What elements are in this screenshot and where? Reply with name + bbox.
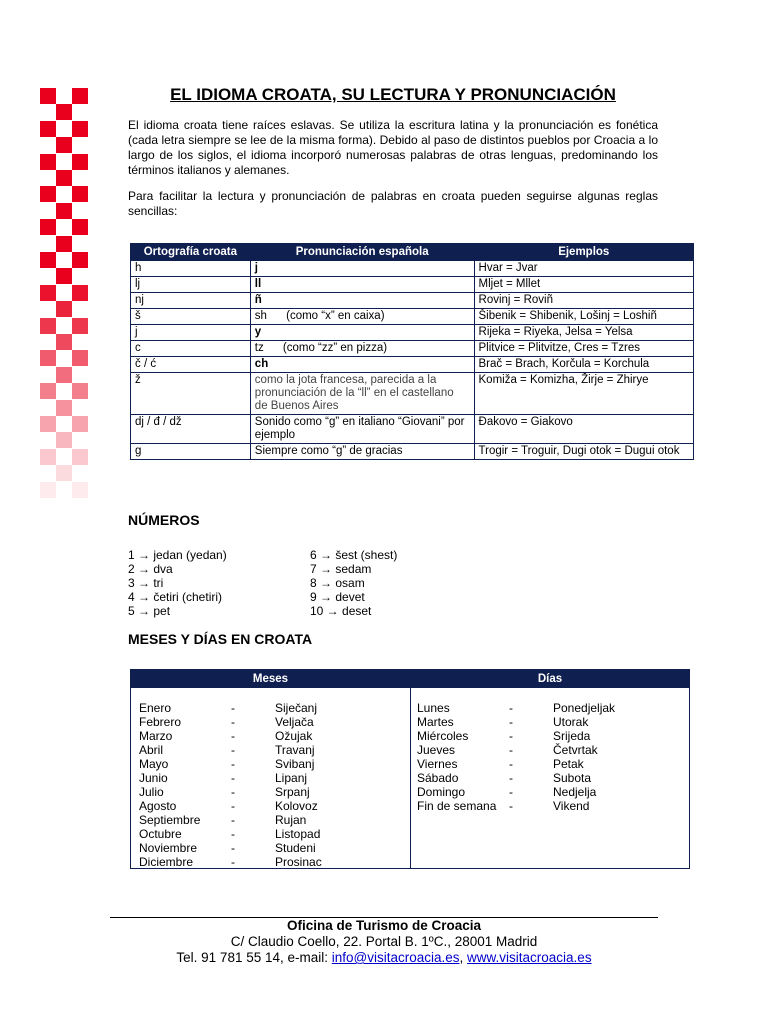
month-croatian: Siječanj	[275, 701, 318, 715]
day-row	[417, 729, 677, 743]
cell-ortografia: j	[131, 325, 251, 341]
dash: -	[509, 701, 513, 715]
number-item: 7 → sedam	[310, 562, 372, 576]
table-row	[131, 293, 694, 309]
table-row	[131, 261, 694, 277]
day-croatian: Petak	[553, 757, 584, 771]
cell-pronunciacion: como la jota francesa, parecida a la pronunciación de la “ll” en el castellano de Buenos Aires	[250, 373, 474, 415]
cell-pronunciacion: j	[250, 261, 474, 277]
footer-org: Oficina de Turismo de Croacia	[286, 918, 482, 933]
day-croatian: Subota	[553, 771, 592, 785]
checker-square	[40, 154, 56, 170]
checker-square	[72, 88, 88, 104]
day-croatian: Vikend	[553, 799, 590, 813]
month-row	[139, 729, 399, 743]
dash: -	[231, 799, 235, 813]
meses-heading: MESES Y DÍAS EN CROATA	[128, 631, 313, 647]
number-item: 8 → osam	[310, 576, 365, 590]
day-row	[417, 701, 677, 715]
cell-pronunciacion: ch	[250, 357, 474, 373]
checker-square	[72, 416, 88, 432]
page-title: EL IDIOMA CROATA, SU LECTURA Y PRONUNCIACIÓN	[170, 85, 616, 104]
website-link[interactable]: www.visitacroacia.es	[467, 950, 592, 965]
pronunciation-table	[130, 243, 694, 460]
cell-pronunciacion: Sonido como “g” en italiano “Giovani” por ejemplo	[250, 415, 474, 444]
intro-paragraph-2: Para facilitar la lectura y pronunciación de palabras en croata pueden seguirse algunas reglas sencillas:	[128, 189, 658, 218]
day-spanish: Lunes	[417, 701, 450, 715]
cell-ejemplo: Plitvice = Plitvitze, Cres = Tzres	[474, 341, 693, 357]
checkerboard-decoration	[40, 88, 88, 498]
month-row	[139, 841, 399, 855]
col-header-ortografia: Ortografía croata	[131, 244, 251, 261]
cell-pronunciacion: ñ	[250, 293, 474, 309]
email-link[interactable]: info@visitacroacia.es	[331, 950, 460, 965]
checker-square	[40, 416, 56, 432]
dash: -	[231, 855, 235, 869]
checker-square	[56, 367, 72, 383]
table-row	[131, 444, 694, 460]
day-spanish: Miércoles	[417, 729, 469, 743]
footer-sep: ,	[459, 950, 468, 965]
day-row	[417, 799, 677, 813]
day-croatian: Ponedjeljak	[553, 701, 616, 715]
checker-square	[40, 186, 56, 202]
checker-square	[56, 170, 72, 186]
month-croatian: Veljača	[275, 715, 314, 729]
checker-square	[72, 154, 88, 170]
dash: -	[231, 701, 235, 715]
table-row	[131, 277, 694, 293]
day-spanish: Domingo	[417, 785, 466, 799]
day-croatian: Srijeda	[553, 729, 591, 743]
month-croatian: Prosinac	[275, 855, 322, 869]
cell-pronunciacion: sh (como “x” en caixa)	[250, 309, 474, 325]
dash: -	[231, 827, 235, 841]
day-spanish: Viernes	[417, 757, 458, 771]
month-row	[139, 799, 399, 813]
month-spanish: Octubre	[139, 827, 182, 841]
month-row	[139, 771, 399, 785]
number-item: 6 → šest (shest)	[310, 548, 398, 562]
day-row	[417, 757, 677, 771]
cell-ortografia: dj / đ / dž	[131, 415, 251, 444]
month-row	[139, 701, 399, 715]
cell-ejemplo: Đakovo = Giakovo	[474, 415, 693, 444]
checker-square	[72, 285, 88, 301]
number-item: 5 → pet	[128, 604, 171, 618]
cell-ejemplo: Šibenik = Shibenik, Lošinj = Loshiñ	[474, 309, 693, 325]
checker-square	[40, 449, 56, 465]
cell-ejemplo: Mljet = Mllet	[474, 277, 693, 293]
numbers-list-right	[310, 548, 397, 618]
dash: -	[231, 743, 235, 757]
checker-square	[56, 400, 72, 416]
day-croatian: Četvrtak	[553, 743, 598, 757]
month-row	[139, 855, 399, 869]
months-days-table	[130, 669, 690, 869]
table-row	[131, 357, 694, 373]
checker-square	[56, 203, 72, 219]
table-row	[131, 309, 694, 325]
cell-ejemplo: Trogir = Troguir, Dugi otok = Dugui otok	[474, 444, 693, 460]
cell-pronunciacion: ll	[250, 277, 474, 293]
cell-ortografia: c	[131, 341, 251, 357]
checker-square	[72, 121, 88, 137]
dash: -	[231, 785, 235, 799]
dash: -	[509, 729, 513, 743]
number-item: 4 → četiri (chetiri)	[128, 590, 223, 604]
month-croatian: Kolovoz	[275, 799, 318, 813]
checker-square	[56, 268, 72, 284]
month-spanish: Febrero	[139, 715, 182, 729]
checker-square	[72, 318, 88, 334]
month-row	[139, 785, 399, 799]
month-croatian: Lipanj	[275, 771, 308, 785]
month-row	[139, 743, 399, 757]
month-croatian: Srpanj	[275, 785, 310, 799]
month-spanish: Noviembre	[139, 841, 198, 855]
month-spanish: Diciembre	[139, 855, 194, 869]
checker-square	[40, 88, 56, 104]
number-item: 10 → deset	[310, 604, 372, 618]
checker-square	[40, 482, 56, 498]
checker-square	[72, 219, 88, 235]
intro-paragraph: El idioma croata tiene raíces eslavas. Se utiliza la escritura latina y la pronunciación es fonética (cada letra siempre se lee de la misma forma). Debido al paso de distintos pueblos por Croacia a lo largo de los siglos, el idioma incorporó numerosas palabras de otras lenguas, predominando los términos italianos y alemanes.	[128, 118, 658, 177]
month-croatian: Listopad	[275, 827, 321, 841]
day-row	[417, 715, 677, 729]
month-spanish: Junio	[139, 771, 168, 785]
number-item: 1 → jedan (yedan)	[128, 548, 227, 562]
dash: -	[509, 771, 513, 785]
table-row	[131, 373, 694, 415]
checker-square	[56, 236, 72, 252]
month-spanish: Abril	[139, 743, 164, 757]
checker-square	[56, 432, 72, 448]
month-croatian: Ožujak	[275, 729, 313, 743]
cell-ortografia: h	[131, 261, 251, 277]
checker-square	[72, 350, 88, 366]
cell-ortografia: lj	[131, 277, 251, 293]
column-divider	[410, 670, 411, 868]
month-row	[139, 827, 399, 841]
month-spanish: Enero	[139, 701, 172, 715]
cell-ejemplo: Rijeka = Riyeka, Jelsa = Yelsa	[474, 325, 693, 341]
dash: -	[231, 771, 235, 785]
dash: -	[231, 715, 235, 729]
checker-square	[72, 482, 88, 498]
table-row	[131, 415, 694, 444]
cell-ortografia: nj	[131, 293, 251, 309]
days-list	[417, 701, 677, 813]
month-croatian: Svibanj	[275, 757, 315, 771]
month-croatian: Travanj	[275, 743, 315, 757]
checker-square	[56, 334, 72, 350]
dash: -	[231, 757, 235, 771]
checker-square	[72, 186, 88, 202]
month-spanish: Septiembre	[139, 813, 201, 827]
cell-ejemplo: Komiža = Komizha, Žirje = Zhirye	[474, 373, 693, 415]
meses-header: Meses	[131, 670, 410, 688]
table-header-row	[131, 244, 694, 261]
dash: -	[509, 757, 513, 771]
day-spanish: Martes	[417, 715, 454, 729]
checker-square	[56, 137, 72, 153]
months-list	[139, 701, 399, 869]
cell-ejemplo: Rovinj = Roviñ	[474, 293, 693, 309]
dias-header: Días	[411, 670, 689, 688]
cell-ortografia: ž	[131, 373, 251, 415]
numeros-heading: NÚMEROS	[128, 512, 200, 528]
checker-square	[40, 121, 56, 137]
dash: -	[509, 743, 513, 757]
day-spanish: Sábado	[417, 771, 459, 785]
month-row	[139, 757, 399, 771]
cell-ortografia: g	[131, 444, 251, 460]
day-row	[417, 743, 677, 757]
dash: -	[231, 729, 235, 743]
dash: -	[509, 799, 513, 813]
checker-square	[72, 252, 88, 268]
cell-ortografia: č / ć	[131, 357, 251, 373]
footer-address: C/ Claudio Coello, 22. Portal B. 1ºC., 28001 Madrid	[230, 934, 538, 949]
table-row	[131, 325, 694, 341]
checker-square	[56, 104, 72, 120]
checker-square	[72, 449, 88, 465]
dash: -	[509, 715, 513, 729]
number-item: 3 → tri	[128, 576, 164, 590]
checker-square	[40, 350, 56, 366]
month-spanish: Julio	[139, 785, 164, 799]
numbers-list-left	[128, 548, 227, 618]
dash: -	[231, 813, 235, 827]
checker-square	[56, 465, 72, 481]
day-row	[417, 771, 677, 785]
month-row	[139, 813, 399, 827]
day-croatian: Utorak	[553, 715, 589, 729]
footer-contact	[0, 950, 768, 965]
month-spanish: Marzo	[139, 729, 173, 743]
month-croatian: Studeni	[275, 841, 316, 855]
month-row	[139, 715, 399, 729]
dash: -	[509, 785, 513, 799]
cell-ejemplo: Hvar = Jvar	[474, 261, 693, 277]
checker-square	[40, 285, 56, 301]
day-croatian: Nedjelja	[553, 785, 597, 799]
dash: -	[231, 841, 235, 855]
checker-square	[40, 383, 56, 399]
checker-square	[40, 219, 56, 235]
cell-pronunciacion: tz (como “zz” en pizza)	[250, 341, 474, 357]
checker-square	[40, 252, 56, 268]
day-spanish: Jueves	[417, 743, 456, 757]
checker-square	[72, 383, 88, 399]
checker-square	[56, 301, 72, 317]
number-item: 2 → dva	[128, 562, 173, 576]
col-header-ejemplos: Ejemplos	[474, 244, 693, 261]
col-header-pronunciacion: Pronunciación española	[250, 244, 474, 261]
day-row	[417, 785, 677, 799]
footer-tel: Tel. 91 781 55 14, e-mail:	[176, 950, 332, 965]
day-spanish: Fin de semana	[417, 799, 497, 813]
month-spanish: Mayo	[139, 757, 169, 771]
number-item: 9 → devet	[310, 590, 365, 604]
month-croatian: Rujan	[275, 813, 307, 827]
month-spanish: Agosto	[139, 799, 177, 813]
checker-square	[40, 318, 56, 334]
cell-ejemplo: Brač = Brach, Korčula = Korchula	[474, 357, 693, 373]
table-row	[131, 341, 694, 357]
cell-ortografia: š	[131, 309, 251, 325]
cell-pronunciacion: Siempre como “g” de gracias	[250, 444, 474, 460]
cell-pronunciacion: y	[250, 325, 474, 341]
